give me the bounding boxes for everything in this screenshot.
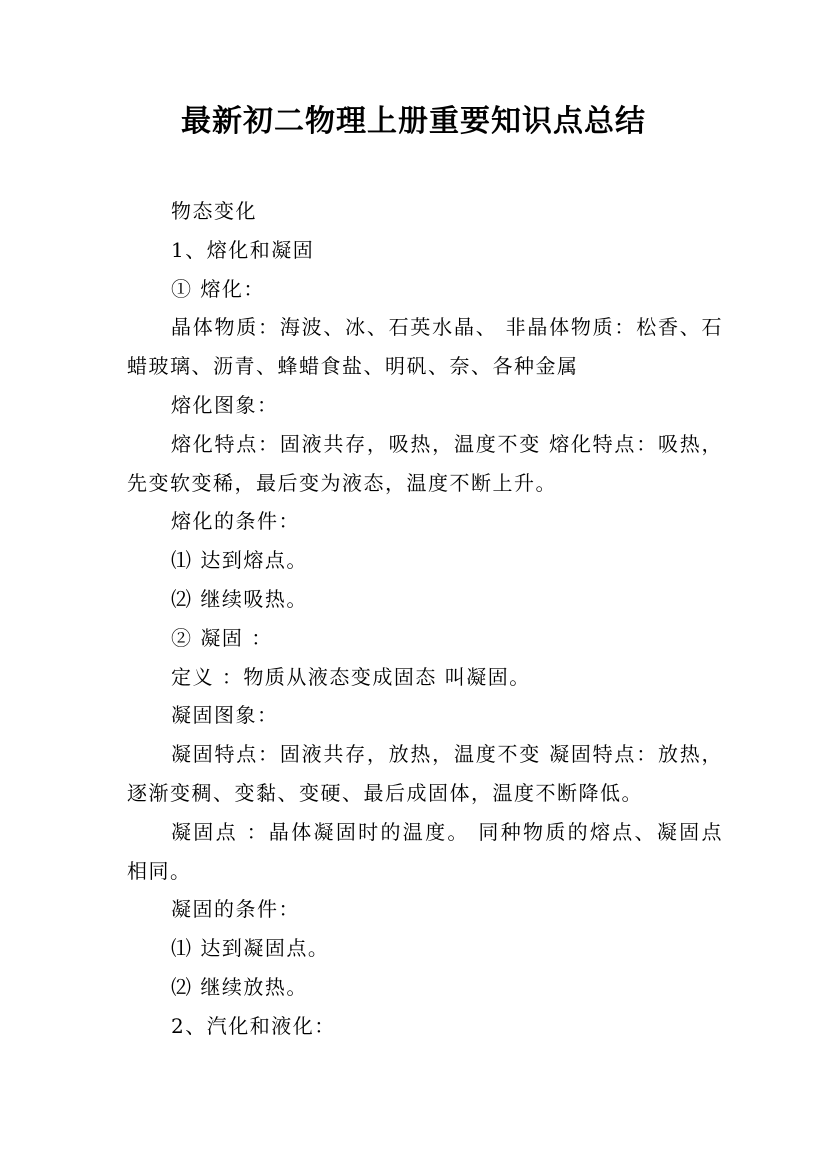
paragraph-melting-features: 熔化特点：固液共存，吸热，温度不变 熔化特点：吸热，先变软变稀，最后变为液态，温度不断上升。 [127,431,723,495]
paragraph-solidification-definition: 定义 ：物质从液态变成固态 叫凝固。 [171,664,531,689]
paragraph-melting-condition-2: ⑵ 继续吸热。 [171,586,308,611]
paragraph-freezing-point: 凝固点 ：晶体凝固时的温度。 同种物质的熔点、凝固点相同。 [127,819,723,883]
paragraph-solidification-graph: 凝固图象： [171,703,279,728]
paragraph-crystal-materials: 晶体物质：海波、冰、石英水晶、 非晶体物质：松香、石蜡玻璃、沥青、蜂蜡食盐、明矾、奈、各种金属 [127,315,723,379]
paragraph-solidification-conditions: 凝固的条件： [171,897,300,922]
paragraph-section-1-heading: 1、熔化和凝固 [171,237,315,262]
document-body [127,192,723,1046]
paragraph-melting-heading: ① 熔化： [171,276,265,301]
paragraph-melting-condition-1: ⑴ 达到熔点。 [171,548,308,573]
paragraph-state-change: 物态变化 [171,199,257,223]
paragraph-solidification-condition-1: ⑴ 达到凝固点。 [171,936,330,961]
paragraph-section-2-heading: 2、汽化和液化： [171,1013,336,1038]
document-title: 最新初二物理上册重要知识点总结 [181,104,646,139]
paragraph-solidification-features: 凝固特点：固液共存，放热，温度不变 凝固特点：放热，逐渐变稠、变黏、变硬、最后成固体，温度不断降低。 [127,742,723,805]
paragraph-solidification-condition-2: ⑵ 继续放热。 [171,974,308,999]
paragraph-melting-conditions: 熔化的条件： [171,509,300,534]
paragraph-solidification-heading: ② 凝固 ： [171,625,273,650]
paragraph-melting-graph: 熔化图象： [171,392,279,417]
